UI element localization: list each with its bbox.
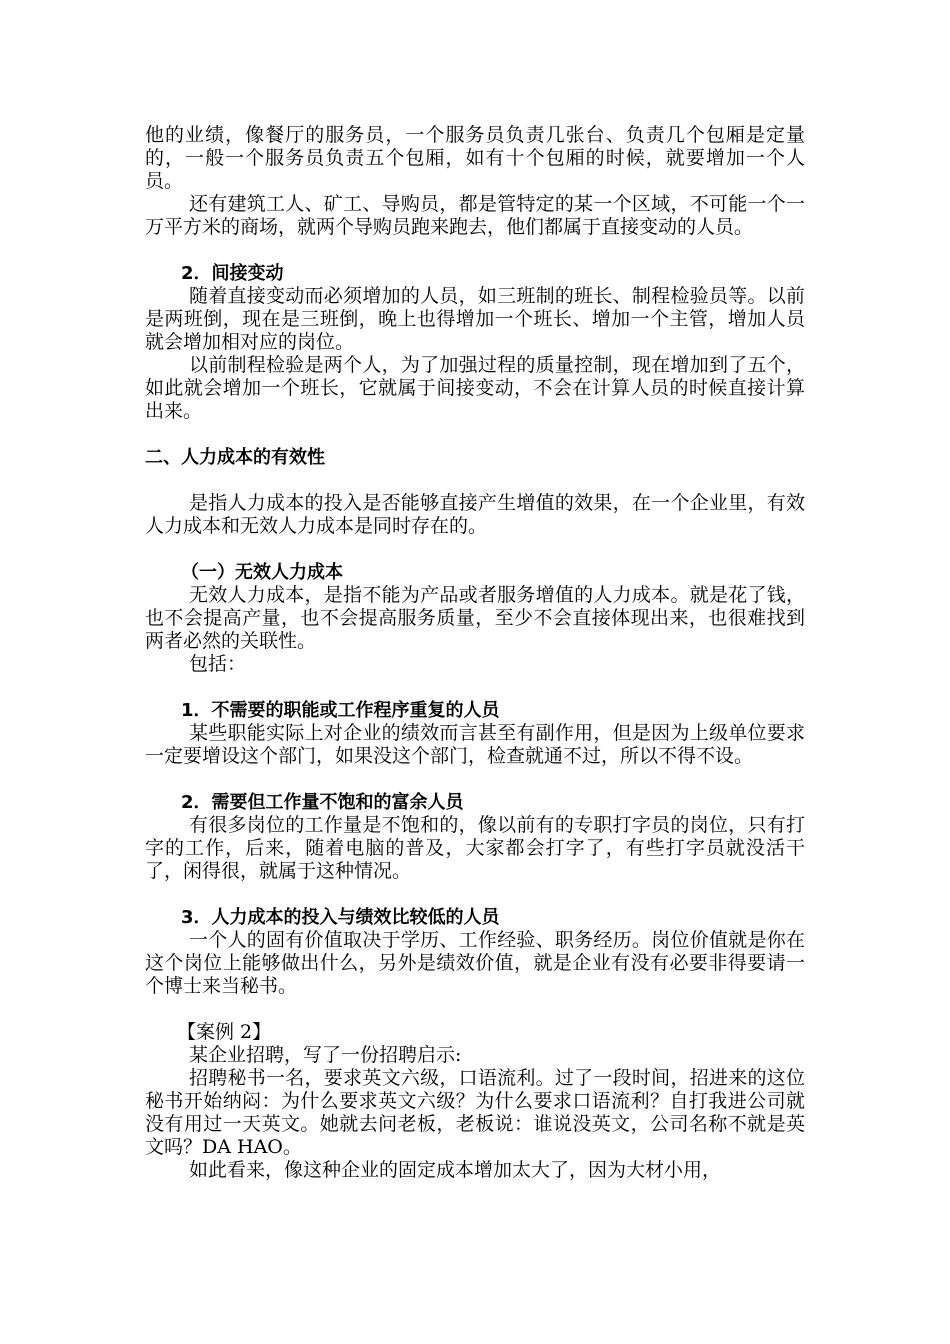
case-title: 【案例 2】 — [177, 1021, 272, 1043]
paragraph: 某企业招聘，写了一份招聘启示: — [189, 1044, 462, 1066]
subheading-item-1: 1．不需要的职能或工作程序重复的人员 — [181, 700, 500, 721]
spacer — [145, 538, 805, 561]
spacer — [145, 883, 805, 906]
section-heading: 二、人力成本的有效性 — [145, 447, 325, 468]
subheading-item-3: 3．人力成本的投入与绩效比较低的人员 — [181, 907, 500, 928]
document-body — [145, 124, 805, 1182]
spacer — [145, 239, 805, 262]
paragraph: 随着直接变动而必须增加的人员，如三班制的班长、制程检验员等。以前是两班倒，现在是三班倒，晚上也得增加一个班长、增加一个主管，增加人员就会增加相对应的岗位。 — [145, 285, 805, 353]
paragraph: 如此看来，像这种企业的固定成本增加太大了，因为大材小用， — [189, 1159, 722, 1181]
spacer — [145, 676, 805, 699]
spacer — [145, 423, 805, 446]
paragraph: 以前制程检验是两个人，为了加强过程的质量控制，现在增加到了五个，如此就会增加一个班长，它就属于间接变动，不会在计算人员的时候直接计算出来。 — [145, 354, 805, 422]
paragraph: 无效人力成本，是指不能为产品或者服务增值的人力成本。就是花了钱，也不会提高产量，也不会提高服务质量，至少不会直接体现出来，也很难找到两者必然的关联性。 — [145, 584, 805, 652]
subheading-indirect-change: 2．间接变动 — [181, 263, 284, 284]
paragraph: 包括： — [189, 653, 247, 675]
paragraph: 招聘秘书一名，要求英文六级，口语流利。过了一段时间，招进来的这位秘书开始纳闷：为什么要求英文六级？为什么要求口语流利？自打我进公司就没有用过一天英文。她就去问老板，老板说：谁说没英文，公司名称不就是英文吗？DA HAO。 — [145, 1067, 805, 1158]
subheading-invalid-cost: （一）无效人力成本 — [181, 562, 343, 583]
paragraph: 某些职能实际上对企业的绩效而言甚至有副作用，但是因为上级单位要求一定要增设这个部门，如果没这个部门，检查就通不过，所以不得不设。 — [145, 722, 805, 767]
spacer — [145, 998, 805, 1021]
spacer — [145, 469, 805, 492]
paragraph: 是指人力成本的投入是否能够直接产生增值的效果，在一个企业里，有效人力成本和无效人力成本是同时存在的。 — [145, 492, 805, 537]
paragraph: 一个人的固有价值取决于学历、工作经验、职务经历。岗位价值就是你在这个岗位上能够做出什么，另外是绩效价值，就是企业有没有必要非得要请一个博士来当秘书。 — [145, 929, 805, 997]
paragraph: 还有建筑工人、矿工、导购员，都是管特定的某一个区域，不可能一个一万平方米的商场，就两个导购员跑来跑去，他们都属于直接变动的人员。 — [145, 193, 805, 238]
spacer — [145, 768, 805, 791]
paragraph: 他的业绩，像餐厅的服务员，一个服务员负责几张台、负责几个包厢是定量的，一般一个服务员负责五个包厢，如有十个包厢的时候，就要增加一个人员。 — [145, 124, 805, 192]
paragraph: 有很多岗位的工作量是不饱和的，像以前有的专职打字员的岗位，只有打字的工作，后来，随着电脑的普及，大家都会打字了，有些打字员就没活干了，闲得很，就属于这种情况。 — [145, 814, 805, 882]
subheading-item-2: 2．需要但工作量不饱和的富余人员 — [181, 792, 464, 813]
